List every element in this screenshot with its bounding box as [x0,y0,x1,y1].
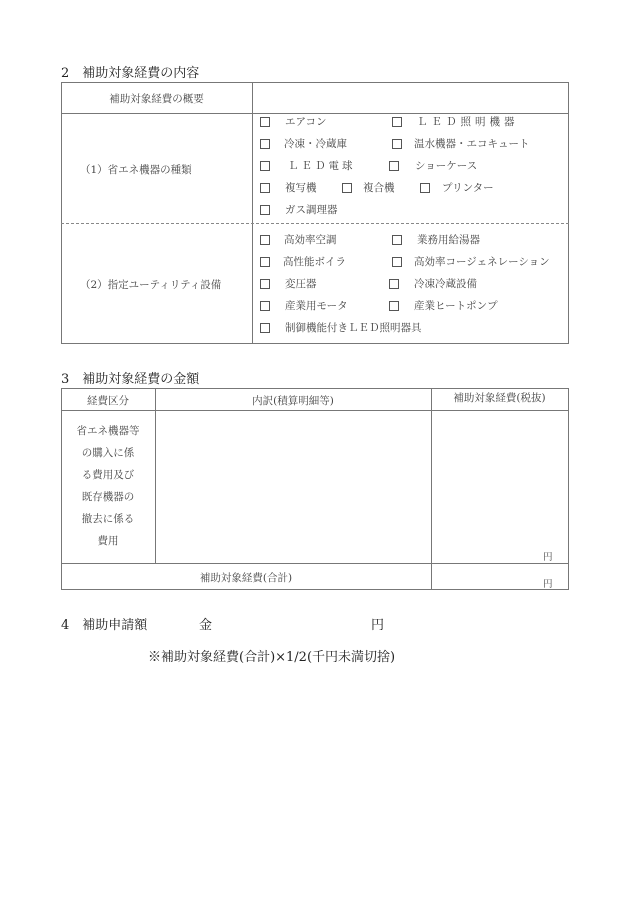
category-line: 省エネ機器等 [76,425,140,437]
amount-unit: 円 [371,618,385,633]
amount-field[interactable] [433,413,565,561]
category-line: 撤去に係る [81,513,135,525]
column-divider [252,82,253,344]
checkbox-icon[interactable] [260,323,270,333]
section-4-title: 4 補助申請額 [61,618,148,633]
category-line: 費用 [97,535,119,547]
body-divider [61,563,569,564]
checkbox-icon[interactable] [389,301,399,311]
total-unit: 円 [543,579,553,590]
checkbox-icon[interactable] [260,235,270,245]
checkbox-icon[interactable] [260,301,270,311]
section-2-title: 2 補助対象経費の内容 [61,66,200,81]
checkbox-icon[interactable] [420,183,430,193]
checkbox-icon[interactable] [260,257,270,267]
checkbox-icon[interactable] [389,279,399,289]
header-breakdown: 内訳(積算明細等) [252,395,334,407]
checkbox-icon[interactable] [260,183,270,193]
header-amount: 補助対象経費(税抜) [453,392,546,404]
header-divider [61,410,569,411]
checkbox-icon[interactable] [389,161,399,171]
checkbox-icon[interactable] [392,235,402,245]
category-line: 既存機器の [81,491,135,503]
checkbox-icon[interactable] [260,139,270,149]
calculation-note: ※補助対象経費(合計)×1/2(千円未満切捨) [148,650,396,665]
checkbox-icon[interactable] [260,205,270,215]
group-divider [61,223,569,224]
header-category: 経費区分 [87,395,129,407]
amount-unit: 円 [543,552,553,563]
column-divider [155,388,156,563]
checkbox-icon[interactable] [260,117,270,127]
category-line: の購入に係 [81,447,135,459]
checkbox-icon[interactable] [342,183,352,193]
checkbox-icon[interactable] [260,279,270,289]
checkbox-icon[interactable] [392,257,402,267]
amount-prefix: 金 [199,618,213,633]
overview-value-field[interactable] [256,84,564,111]
overview-label: 補助対象経費の概要 [109,93,204,105]
category-text [61,420,155,552]
checkbox-icon[interactable] [392,139,402,149]
checkbox-icon[interactable] [260,161,270,171]
section-3-title: 3 補助対象経費の金額 [61,372,200,387]
total-label: 補助対象経費(合計) [199,572,293,584]
checkbox-icon[interactable] [392,117,402,127]
group1-label: （1）省エネ機器の種類 [80,164,192,176]
group2-label: （2）指定ユーティリティ設備 [80,279,222,291]
column-divider [431,388,432,590]
breakdown-field[interactable] [159,413,427,559]
category-line: る費用及び [81,469,135,481]
application-amount-field[interactable] [220,612,368,630]
